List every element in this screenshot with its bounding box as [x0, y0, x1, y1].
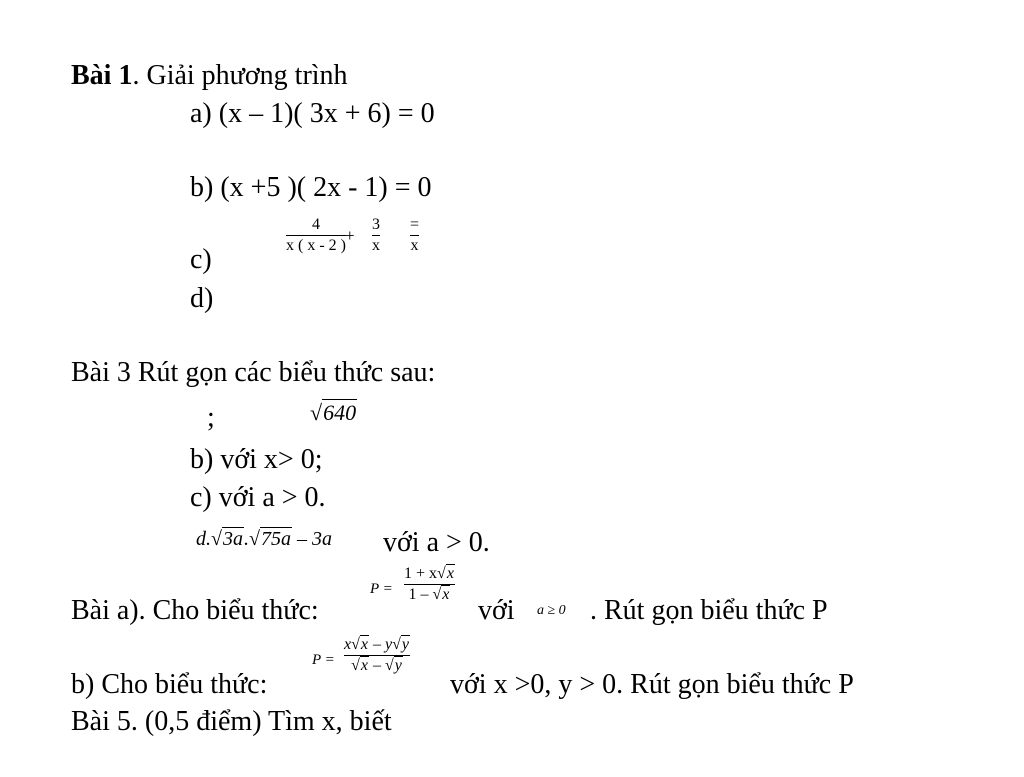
bai5-text: Bài 5. (0,5 điểm) Tìm x, biết	[71, 706, 392, 737]
baib-lead: b) Cho biểu thức:	[71, 669, 268, 700]
bai1-item-a: a) (x – 1)( 3x + 6) = 0	[190, 98, 435, 129]
bai1-title: Bài 1. Giải phương trình	[71, 60, 348, 91]
bai3-item-d-condition: với a > 0.	[383, 527, 490, 558]
bai1-item-c-label: c)	[190, 244, 212, 275]
bai1-item-d-label: d)	[190, 283, 214, 314]
baia-voi: với	[478, 595, 515, 626]
bai1-item-b: b) (x +5 )( 2x - 1) = 0	[190, 172, 432, 203]
bai1-c-fraction-3: = x	[410, 216, 420, 254]
bai3-item-a-semicolon: ;	[207, 402, 215, 433]
baia-condition: a ≥ 0	[537, 603, 566, 618]
bai1-c-fraction-1: 4 x ( x - 2 )	[286, 216, 346, 254]
baia-p-label: P =	[370, 581, 393, 597]
bai3-title: Bài 3 Rút gọn các biểu thức sau:	[71, 357, 436, 388]
baia-fraction: 1 + x√x 1 – √x	[404, 565, 454, 603]
bai1-c-plus: +	[345, 226, 355, 245]
baia-tail: . Rút gọn biểu thức P	[590, 595, 828, 626]
bai3-item-b: b) với x> 0;	[190, 444, 323, 475]
bai3-item-d-expression: d.√3a.√75a – 3a	[196, 528, 332, 550]
bai3-item-c: c) với a > 0.	[190, 482, 326, 513]
bai3-item-a-sqrt: √640	[310, 400, 357, 425]
baib-p-label: P =	[312, 652, 335, 668]
baia-lead: Bài a). Cho biểu thức:	[71, 595, 319, 626]
baib-fraction: x√x – y√y √x – √y	[344, 636, 409, 674]
baib-tail: với x >0, y > 0. Rút gọn biểu thức P	[450, 669, 854, 700]
bai1-c-fraction-2: 3 x	[372, 216, 380, 254]
